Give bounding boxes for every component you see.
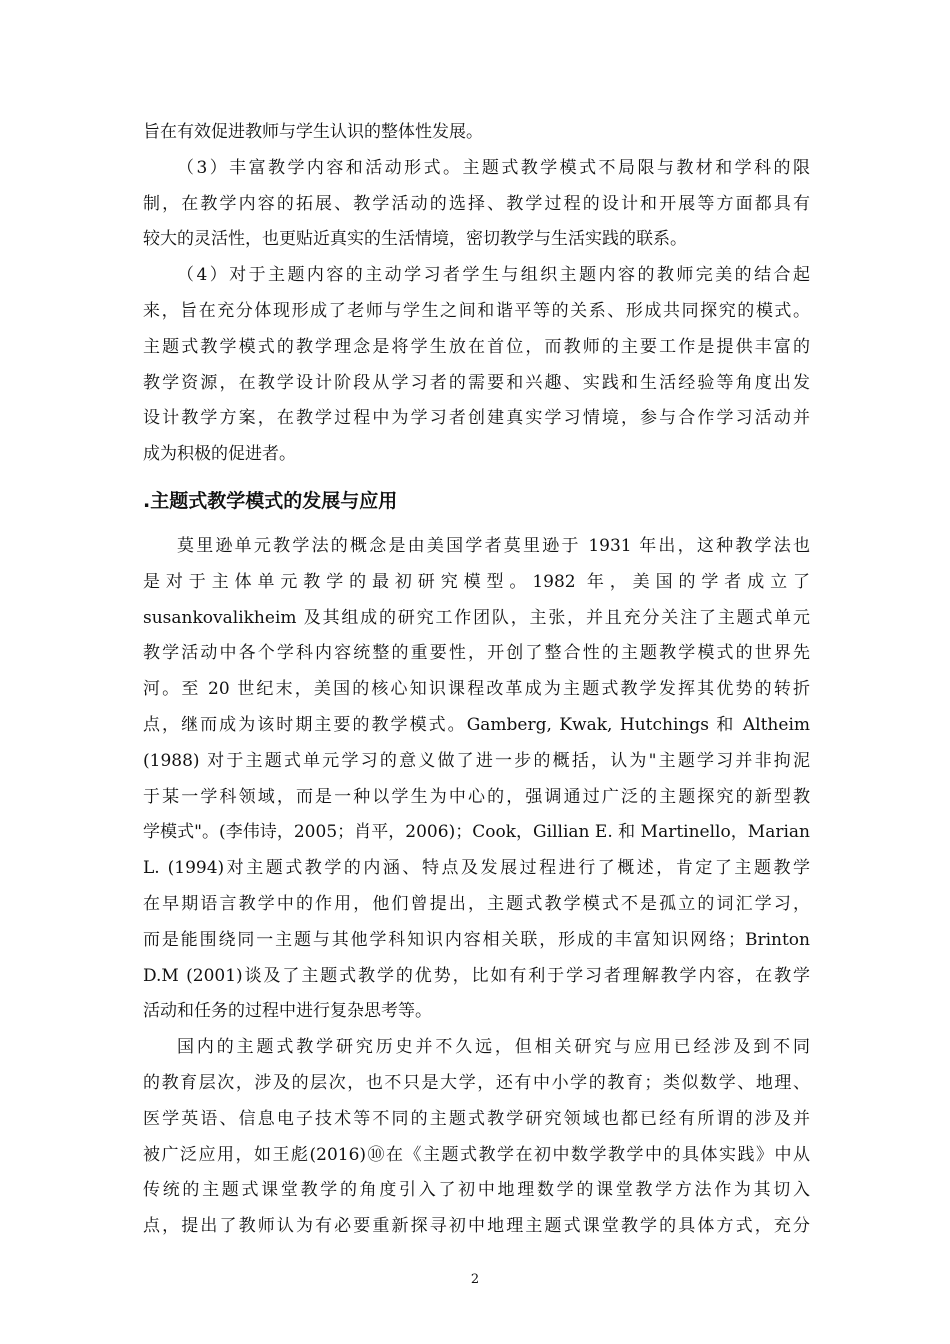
- text-line: 来，旨在充分体现形成了老师与学生之间和谐平等的关系、形成共同探究的模式。: [143, 300, 810, 321]
- text-line: 于某一学科领域，而是一种以学生为中心的，强调通过广泛的主题探究的新型教: [143, 786, 810, 807]
- page-number: 2: [470, 1272, 480, 1287]
- paragraph: [143, 1030, 810, 1245]
- text-line: 制，在教学内容的拓展、教学活动的选择、教学过程的设计和开展等方面都具有: [143, 193, 810, 214]
- text-line: 成为积极的促进者。: [143, 444, 296, 465]
- text-line: 点，继而成为该时期主要的教学模式。Gamberg, Kwak, Hutchings 和 Altheim: [143, 714, 810, 735]
- text-line: 主题式教学模式的教学理念是将学生放在首位，而教师的主要工作是提供丰富的: [143, 336, 810, 357]
- text-line: 而是能围绕同一主题与其他学科知识内容相关联，形成的丰富知识网络；Brinton: [143, 929, 810, 950]
- text-line: D.M (2001)谈及了主题式教学的优势，比如有利于学习者理解教学内容，在教学: [143, 965, 810, 986]
- text-line: 教学活动中各个学科内容统整的重要性，开创了整合性的主题教学模式的世界先: [143, 643, 810, 664]
- text-line: 设计教学方案，在教学过程中为学习者创建真实学习情境，参与合作学习活动并: [143, 408, 810, 429]
- text-line: 河。至 20 世纪末，美国的核心知识课程改革成为主题式教学发挥其优势的转折: [143, 679, 810, 700]
- text-line: 活动和任务的过程中进行复杂思考等。: [143, 1001, 432, 1022]
- paragraph: [143, 115, 810, 151]
- text-line: （4）对于主题内容的主动学习者学生与组织主题内容的教师完美的结合起: [177, 265, 810, 286]
- paragraph: [143, 151, 810, 258]
- text-line: 被广泛应用，如王彪(2016)⑩在《主题式教学在初中数学教学中的具体实践》中从: [143, 1144, 810, 1165]
- paragraph: [143, 258, 810, 473]
- text-line: 的教育层次，涉及的层次，也不只是大学，还有中小学的教育；类似数学、地理、: [143, 1072, 810, 1093]
- paragraph: [143, 529, 810, 1030]
- text-line: 医学英语、信息电子技术等不同的主题式教学研究领域也都已经有所谓的涉及并: [143, 1108, 810, 1129]
- text-line: 传统的主题式课堂教学的角度引入了初中地理数学的课堂教学方法作为其切入: [143, 1180, 810, 1201]
- text-line: 学模式"。(李伟诗，2005；肖平，2006)；Cook，Gillian E. 和 Martinello，Marian: [143, 822, 810, 843]
- text-line: （3）丰富教学内容和活动形式。主题式教学模式不局限与教材和学科的限: [177, 157, 810, 178]
- text-line: L. (1994)对主题式教学的内涵、特点及发展过程进行了概述，肯定了主题教学: [143, 858, 810, 879]
- text-line: 较大的灵活性，也更贴近真实的生活情境，密切教学与生活实践的联系。: [143, 229, 687, 250]
- page-body: [143, 115, 810, 1245]
- text-line: 莫里逊单元教学法的概念是由美国学者莫里逊于 1931 年出，这种教学法也: [177, 535, 810, 556]
- text-line: susankovalikheim 及其组成的研究工作团队，主张，并且充分关注了主题式单元: [143, 607, 810, 628]
- text-line: (1988) 对于主题式单元学习的意义做了进一步的概括，认为"主题学习并非拘泥: [143, 750, 810, 771]
- text-line: 旨在有效促进教师与学生认识的整体性发展。: [143, 122, 483, 142]
- text-line: 国内的主题式教学研究历史并不久远，但相关研究与应用已经涉及到不同: [177, 1037, 810, 1058]
- text-line: 是对于主体单元教学的最初研究模型。1982 年，美国的学者成立了: [143, 571, 810, 592]
- text-line: 教学资源，在教学设计阶段从学习者的需要和兴趣、实践和生活经验等角度出发: [143, 372, 810, 393]
- text-line: 点，提出了教师认为有必要重新探寻初中地理主题式课堂教学的具体方式，充分: [143, 1216, 810, 1237]
- section-heading: .主题式教学模式的发展与应用: [143, 489, 398, 512]
- text-line: 在早期语言教学中的作用，他们曾提出，主题式教学模式不是孤立的词汇学习，: [143, 893, 810, 914]
